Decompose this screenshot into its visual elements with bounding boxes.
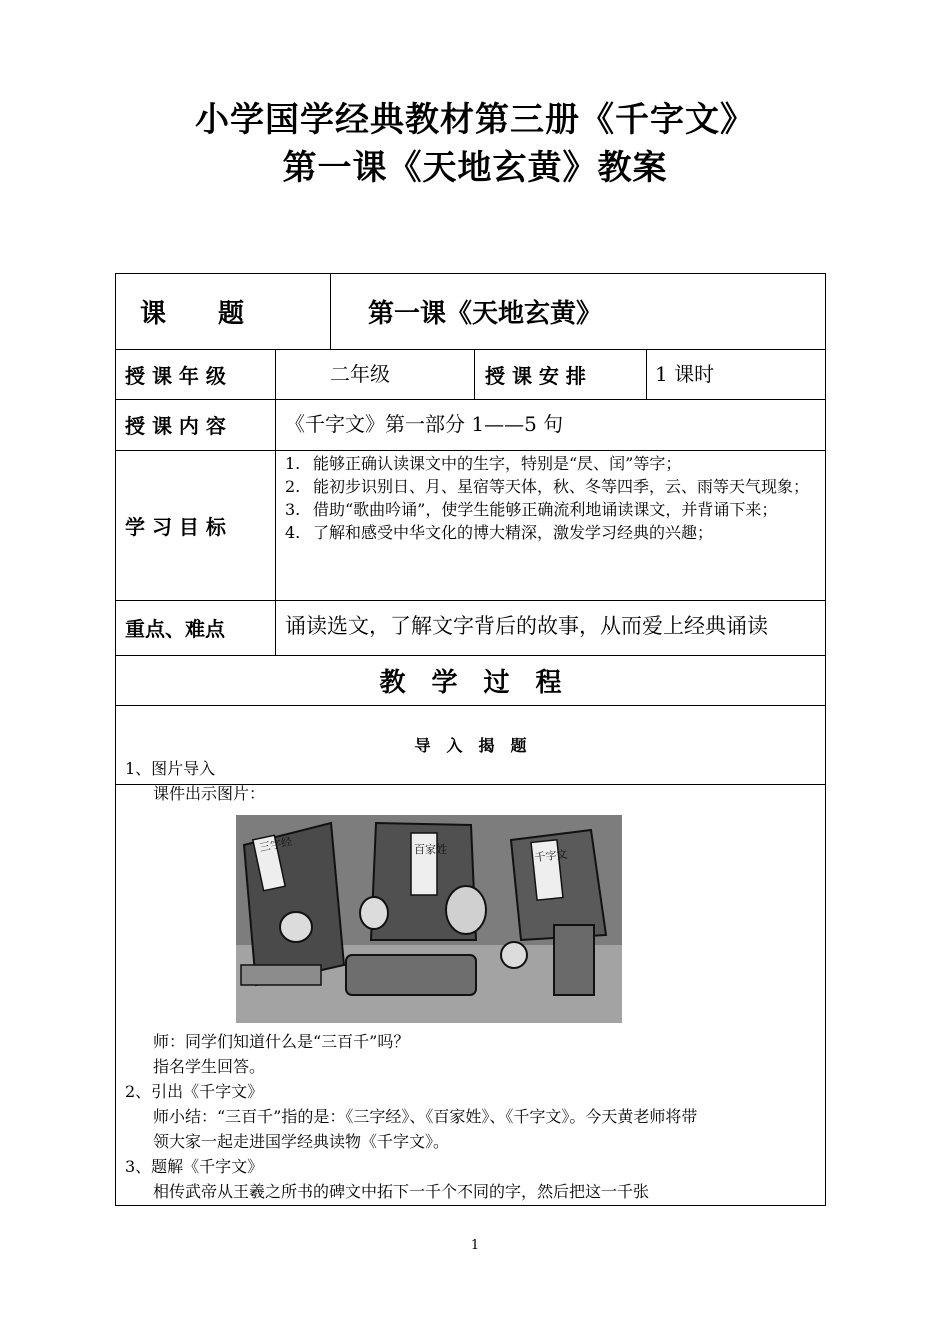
illustration-svg — [236, 815, 622, 1023]
section-2-text: 师小结：“三百千”指的是：《三字经》、《百家姓》、《千字文》。今天黄老师将带 — [153, 1107, 698, 1126]
goal-text: 借助“歌曲吟诵”，使学生能够正确流利地诵读课文，并背诵下来； — [313, 500, 778, 519]
section-2-title: 2、引出《千字文》 — [125, 1082, 264, 1101]
section-3-text: 相传武帝从王羲之所书的碑文中拓下一千个不同的字，然后把这一千张 — [153, 1182, 650, 1201]
page-number: 1 — [470, 1238, 480, 1253]
schedule-label: 授 课 安 排 — [485, 363, 586, 388]
topic-label: 课 题 — [140, 298, 245, 329]
section-1-title: 1、图片导入 — [125, 759, 216, 778]
section-1-line: 课件出示图片： — [153, 784, 266, 803]
goals-list — [285, 452, 820, 544]
goal-number: 4. — [285, 523, 301, 542]
section-1-line: 指名学生回答。 — [153, 1057, 266, 1076]
schedule-value: 1 课时 — [655, 361, 715, 386]
list-item — [285, 498, 820, 521]
table-divider — [330, 273, 331, 349]
goal-text: 能够正确认读课文中的生字，特别是“昃、闰”等字； — [313, 454, 682, 473]
section-3-title: 3、题解《千字文》 — [125, 1157, 264, 1176]
key-label: 重点、难点 — [125, 617, 225, 641]
content-value: 《千字文》第一部分 1——5 句 — [285, 411, 564, 436]
table-divider — [646, 349, 647, 399]
section-2-text: 领大家一起走进国学经典读物《千字文》。 — [153, 1132, 450, 1151]
table-divider — [275, 349, 276, 655]
content-label: 授 课 内 容 — [125, 414, 226, 438]
list-item — [285, 521, 820, 544]
table-divider — [474, 349, 475, 399]
document-subtitle: 第一课《天地玄黄》教案 — [282, 148, 668, 188]
classroom-illustration — [236, 815, 622, 1023]
topic-value: 第一课《天地玄黄》 — [368, 298, 603, 329]
goal-number: 3. — [285, 500, 301, 519]
document-title: 小学国学经典教材第三册《千字文》 — [195, 100, 755, 140]
list-item — [285, 475, 820, 498]
process-heading: 教 学 过 程 — [379, 667, 562, 698]
goals-label: 学 习 目 标 — [125, 514, 226, 539]
grade-value: 二年级 — [330, 361, 390, 386]
goal-number: 1. — [285, 454, 301, 473]
grade-label: 授 课 年 级 — [125, 363, 226, 388]
intro-heading: 导 入 揭 题 — [414, 735, 527, 755]
book-label: 千字文 — [533, 847, 569, 865]
section-1-line: 师：同学们知道什么是“三百千”吗？ — [153, 1032, 410, 1051]
book-label: 百家姓 — [414, 843, 447, 856]
key-value: 诵读选文，了解文字背后的故事，从而爱上经典诵读 — [285, 614, 768, 638]
goal-text: 了解和感受中华文化的博大精深，激发学习经典的兴趣； — [313, 523, 714, 542]
goal-text: 能初步识别日、月、星宿等天体，秋、冬等四季，云、雨等天气现象； — [313, 477, 810, 496]
table-rule — [115, 705, 826, 706]
list-item — [285, 452, 820, 475]
goal-number: 2. — [285, 477, 301, 496]
book-label: 三字经 — [258, 834, 294, 855]
